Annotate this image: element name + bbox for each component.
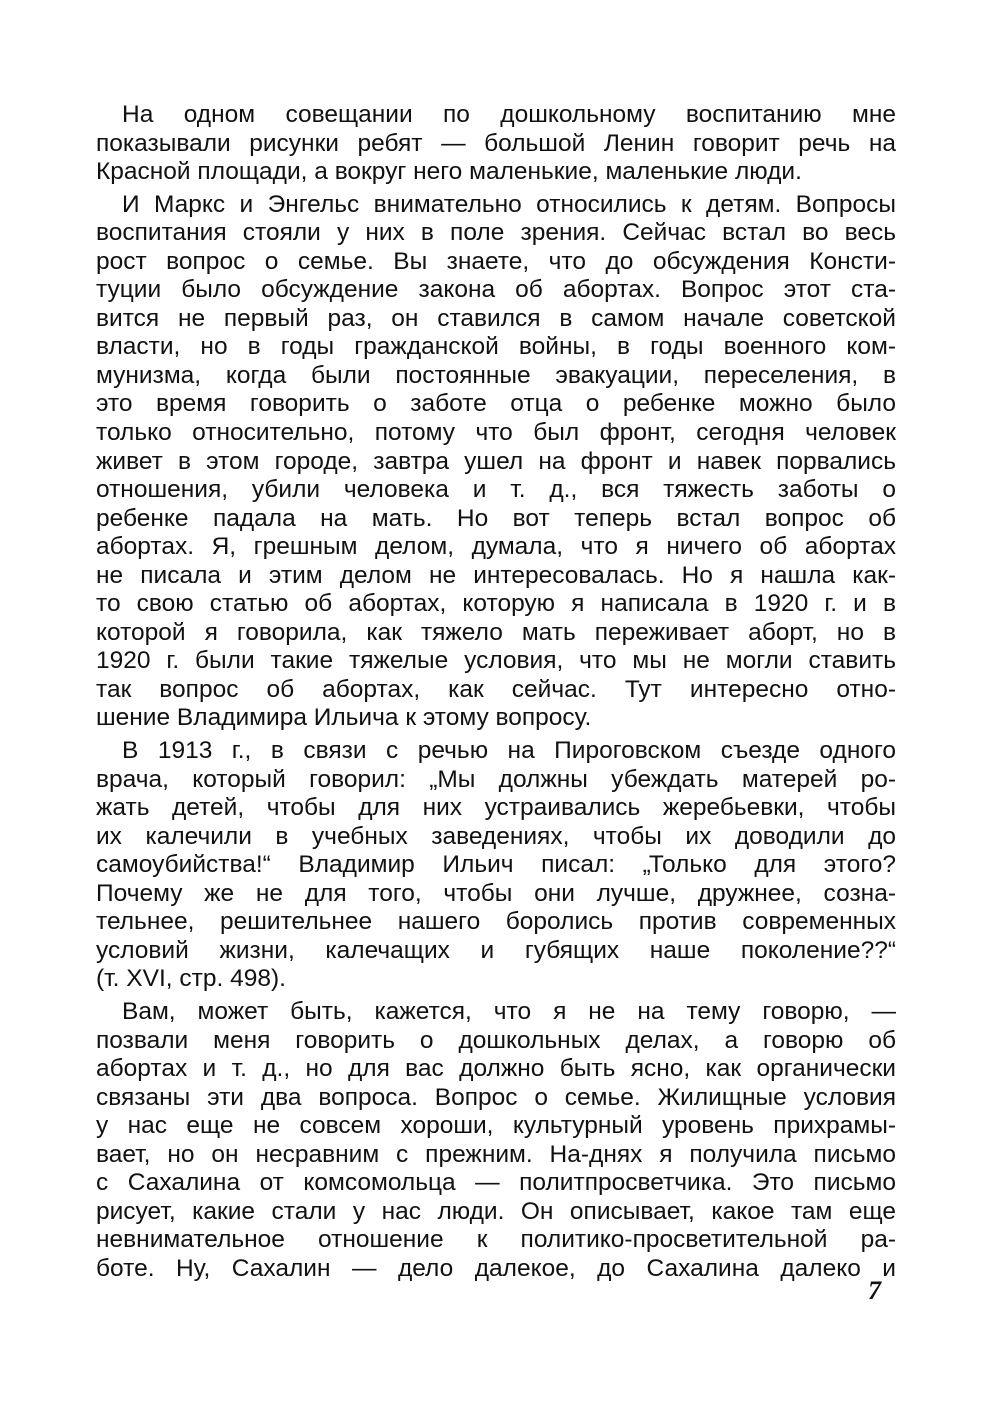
text-line: не писала и этим делом не интересовалась. Но я нашла как-	[96, 561, 896, 589]
text-line: И Маркс и Энгельс внимательно относились к детям. Вопросы	[122, 190, 896, 218]
text-line: это время говорить о заботе отца о ребенке можно было	[96, 390, 896, 418]
text-line: вает, но он несравним с прежним. На-днях я получила письмо	[96, 1140, 896, 1168]
paragraph	[96, 191, 896, 733]
text-line: живет в этом городе, завтра ушел на фронт и навек порвались	[96, 447, 896, 475]
text-line: мунизма, когда были постоянные эвакуации, переселения, в	[96, 361, 896, 389]
text-line: шение Владимира Ильича к этому вопросу.	[96, 704, 592, 732]
text-line: то свою статью об абортах, которую я написала в 1920 г. и в	[96, 590, 896, 618]
text-line: связаны эти два вопроса. Вопрос о семье. Жилищные условия	[96, 1083, 896, 1111]
text-line: Почему же не для того, чтобы они лучше, дружнее, созна-	[96, 879, 896, 907]
paragraph	[96, 101, 896, 187]
text-line: тельнее, решительнее нашего боролись против современных	[96, 908, 896, 936]
text-line: ребенке падала на мать. Но вот теперь встал вопрос об	[96, 504, 896, 532]
text-line: Красной площади, а вокруг него маленькие, маленькие люди.	[96, 158, 802, 186]
text-line: невнимательное отношение к политико-просветительной ра-	[96, 1226, 896, 1254]
body-text	[96, 101, 896, 1283]
text-line: Вам, может быть, кажется, что я не на тему говорю, —	[122, 997, 896, 1025]
paragraph	[96, 998, 896, 1283]
text-line: власти, но в годы гражданской войны, в годы военного ком-	[96, 333, 896, 361]
text-line: 1920 г. были такие тяжелые условия, что мы не могли ставить	[96, 647, 896, 675]
text-line: абортах и т. д., но для вас должно быть ясно, как органически	[96, 1055, 896, 1083]
text-line: На одном совещании по дошкольному воспитанию мне	[122, 101, 896, 128]
text-line: так вопрос об абортах, как сейчас. Тут интересно отно-	[96, 675, 896, 703]
text-line: которой я говорила, как тяжело мать переживает аборт, но в	[96, 618, 896, 646]
text-line: (т. XVI, стр. 498).	[96, 965, 286, 993]
text-line: врача, который говорил: „Мы должны убеждать матерей ро-	[96, 765, 896, 793]
text-line: с Сахалина от комсомольца — политпросветчика. Это письмо	[96, 1169, 896, 1197]
text-line: только относительно, потому что был фронт, сегодня человек	[96, 419, 896, 447]
text-line: условий жизни, калечащих и губящих наше поколение??“	[96, 936, 896, 964]
text-line: абортах. Я, грешным делом, думала, что я ничего об абортах	[96, 533, 896, 561]
text-line: вится не первый раз, он ставился в самом начале советской	[96, 304, 896, 332]
text-line: рисует, какие стали у нас люди. Он описывает, какое там еще	[96, 1197, 896, 1225]
text-line: позвали меня говорить о дошкольных делах, а говорю об	[96, 1026, 896, 1054]
text-line: воспитания стояли у них в поле зрения. Сейчас встал во весь	[96, 219, 896, 247]
text-line: самоубийства!“ Владимир Ильич писал: „Только для этого?	[96, 851, 896, 879]
text-line: у нас еще не совсем хороши, культурный уровень прихрамы-	[96, 1112, 896, 1140]
text-line: показывали рисунки ребят — большой Ленин говорит речь на	[96, 129, 896, 157]
text-line: туции было обсуждение закона об абортах. Вопрос этот ста-	[96, 276, 896, 304]
paragraph	[96, 737, 896, 994]
text-line: боте. Ну, Сахалин — дело далекое, до Сахалина далеко и	[96, 1254, 896, 1282]
text-line: жать детей, чтобы для них устраивались жеребьевки, чтобы	[96, 794, 896, 822]
page-number: 7	[868, 1276, 881, 1305]
text-line: рост вопрос о семье. Вы знаете, что до обсуждения Консти-	[96, 247, 896, 275]
text-line: В 1913 г., в связи с речью на Пироговском съезде одного	[122, 737, 896, 765]
text-line: отношения, убили человека и т. д., вся тяжесть заботы о	[96, 476, 896, 504]
text-line: их калечили в учебных заведениях, чтобы их доводили до	[96, 822, 896, 850]
